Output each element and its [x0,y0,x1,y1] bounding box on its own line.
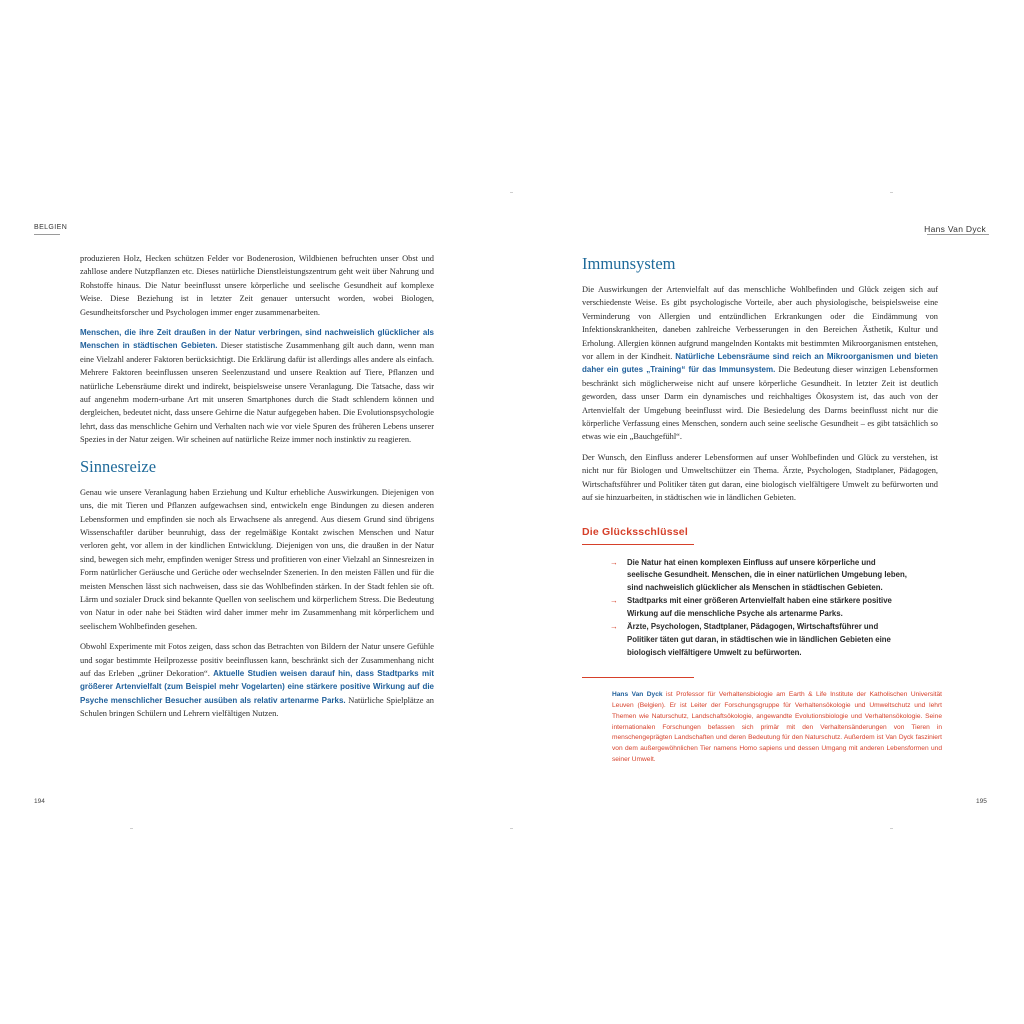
bio-rule [582,677,694,678]
paragraph-text: Genau wie unsere Veranlagung haben Erziehung und Kultur erhebliche Auswirkungen. Diejenigen von uns, die mit Tieren und Pflanzen aufgewachsen sind, entwickeln enge Bindungen zu diesen anderen Lebensformen und empfinden sie noch als Erwachsene als anregend. Aus diesem Grund sind übrigens Wissenschaftler darüber beunruhigt, dass der regelmäßige Kontakt zwischen Menschen und Natur verloren geht, vor allem in der kindlichen Entwicklung. Diejenigen von uns, die draußen in der Natur sind, bewegen sich mehr, empfinden weniger Stress und profitieren von einer Vielzahl an Sinnesreizen in Form natürlicher Geräusche und Gerüche oder wechselnder Szenerien. In den meisten Fällen und für die meisten Menschen lässt sich nachweisen, dass sie das Wohlbefinden stärken. In der Stadt fehlen sie oft. Lärm und sozialer Druck sind bekannte Quellen von seelischem und körperlichem Stress. Die Bedeutung von Natur in oder nahe bei Städten wird daher immer mehr im Zusammenhang mit körperlichem und seelischem Wohlbefinden gesehen. [80,487,434,631]
running-head-left: BELGIEN [34,224,68,231]
list-item-text: Die Natur hat einen komplexen Einfluss auf unsere körperliche und seelische Gesundheit. Menschen, die in einer natürlichen Umgebung leben, sind nachweislich glücklicher als Menschen in städtischen Gebieten. [627,557,907,592]
paragraph-text: Der Wunsch, den Einfluss anderer Lebensformen auf unser Wohlbefinden und Glück zu verstehen, ist nicht nur für Biologen und Umweltschützer ein Thema. Ärzte, Psychologen, Stadtplaner, Pädagogen, Wirtschaftsführer und Politiker täten gut daran, eine biologisch vielfältigere Umwelt zu befürworten und auf sie hinzuarbeiten, in städtischen wie in ländlichen Gebieten. [582,452,938,503]
paragraph-text: Die Auswirkungen der Artenvielfalt auf das menschliche Wohlbefinden und Glück zeigen sich auf verschiedenste Weise. Es gibt psychologische Vorteile, aber auch physiologische, beispielsweise eine Verminderung von Allergien und entzündlichen Erkrankungen oder die Eindämmung von Infektionskrankheiten, daneben zahlreiche Verbesserungen in den Bereichen Ästhetik, Kultur und Erholung. Allergien können aufgrund mangelnden Kontakts mit bestimmten Mikroorganismen entstehen, vor allem in der Kindheit. [582,285,938,362]
paragraph [80,486,434,633]
author-bio-text: ist Professor für Verhaltensbiologie am Earth & Life Institute der Katholischen Universität Leuven (Belgien). Er ist Leiter der Forschungsgruppe für Verhaltensökologie und Umweltschutz und lehrt Themen wie Naturschutz, Landschaftsökologie, angewandte Evolutionsbiologie und Verhaltensökologie. Seine internationalen Forschungen befassen sich primär mit den Verhaltensänderungen von Tieren in menschengeprägten Landschaften und deren Bedeutung für den Naturschutz. Außerdem ist Van Dyck fasziniert von dem außergewöhnlichen Tier namens Homo sapiens und dessen Umgang mit anderen Lebensformen und seiner Umwelt. [612,691,942,764]
paragraph [80,326,434,447]
section-heading-sinnesreize: Sinnesreize [80,456,157,476]
paragraph-text: Obwohl Experimente mit Fotos zeigen, dass schon das Betrachten von Bildern der Natur unsere Gefühle und sogar bestimmte Heilprozesse positiv beeinflussen kann, beschränkt sich der Zusammenhang nicht auf das Erleben „grüner Dekoration“. [80,642,434,678]
running-head-rule-right [927,234,989,235]
crop-mark [510,828,513,829]
paragraph-text: Dieser statistische Zusammenhang gilt auch dann, wenn man eine Vielzahl anderer Faktoren berücksichtigt. Die Erklärung dafür ist allerdings alles andere als einfach. Mehrere Faktoren beeinflussen unseren Seelenzustand und unsere Reaktion auf Tiere, Pflanzen und natürliche Lebensräume direkt und indirekt, beispielsweise unsere Veranlagung. Die Tatsache, dass wir auf angenehm modern-urbane Art mit unseren Smartphones durch die Stadt schlendern können und dergleichen, bedeutet nicht, dass unsere Gehirne die Natur aufgegeben haben. Die Evolutionspsychologie lehrt, dass das menschliche Gehirn und Verhalten nach wie vor viele Spuren des früheren Lebens unserer Spezies in der Natur zeigen. Wir scheinen auf natürliche Reize immer noch instinktiv zu reagieren. [80,341,435,445]
paragraph [582,283,938,444]
list-item [610,595,910,620]
key-points-list [610,557,910,660]
arrow-right-icon: → [610,622,618,632]
page-number-left: 194 [34,798,45,805]
highlight-text: Menschen, die ihre Zeit draußen in der Natur verbringen, sind nachweislich glücklicher als Menschen in städtischen Gebieten. [80,328,434,351]
key-points-heading: Die Glücksschlüssel [582,525,688,538]
arrow-right-icon: → [610,596,618,606]
paragraph [80,252,434,319]
paragraph [582,451,938,505]
list-item [610,557,910,595]
paragraph-text: produzieren Holz, Hecken schützen Felder vor Bodenerosion, Wildbienen befruchten unser Obst und zahllose andere Nutzpflanzen etc. Dieses natürliche Dienstleistungszentrum geht weit über Nahrung und Rohstoffe hinaus. Die Natur beeinflusst unsere körperliche und seelische Gesundheit auf komplexe Weise. Diese Beziehung ist in letzter Zeit genauer untersucht worden, wobei Biologen, Gesundheitsforscher und Psychologen immer enger zusammenarbeiten. [80,254,434,317]
list-item [610,621,910,659]
highlight-text: Natürliche Lebensräume sind reich an Mikroorganismen und bieten daher ein gutes „Training“ für das Immunsystem. [582,352,938,375]
list-item-text: Stadtparks mit einer größeren Artenvielfalt haben eine stärkere positive Wirkung auf die menschliche Psyche als artenarme Parks. [627,596,892,618]
crop-mark [510,192,513,193]
arrow-right-icon: → [610,557,618,567]
running-head-right: Hans Van Dyck [924,224,986,234]
section-heading-immunsystem: Immunsystem [582,254,676,273]
left-text-column [80,252,434,728]
paragraph-text: Natürliche Spielplätze an Schulen bringen Schülern und Lehrern vielfältigen Nutzen. [80,695,434,719]
author-name: Hans Van Dyck [612,691,663,699]
crop-mark [130,828,133,829]
right-page [512,0,1024,1024]
crop-mark [890,828,893,829]
paragraph [80,640,434,720]
running-head-rule-left [34,234,60,235]
page-number-right: 195 [976,798,987,805]
paragraph-text: Die Bedeutung dieser winzigen Lebensformen beschränkt sich möglicherweise nicht auf unsere körperliche Gesundheit. In letzter Zeit ist deutlich geworden, dass unser Darm ein dynamisches und reichhaltiges Ökosystem ist, das auch von der Artenvielfalt der Umgebung beeinflusst wird. Die Besiedelung des Darms beeinflusst nicht nur die körperliche Verfassung eines Menschen, sondern auch seine seelische Gesundheit – es gibt tatsächlich so etwas wie ein „Bauchgefühl“. [582,365,938,442]
list-item-text: Ärzte, Psychologen, Stadtplaner, Pädagogen, Wirtschaftsführer und Politiker täten gut daran, in städtischen wie in ländlichen Gebieten eine biologisch vielfältigere Umwelt zu befürworten. [627,622,891,657]
highlight-text: Aktuelle Studien weisen darauf hin, dass Stadtparks mit größerer Artenvielfalt (zum Beispiel mehr Vogelarten) eine stärkere positive Wirkung auf die Psyche menschlicher Besucher ausüben als relativ artenarme Parks. [80,668,434,705]
crop-mark [890,192,893,193]
key-points-rule [582,544,694,545]
author-bio [612,690,942,766]
right-text-column [582,254,942,766]
